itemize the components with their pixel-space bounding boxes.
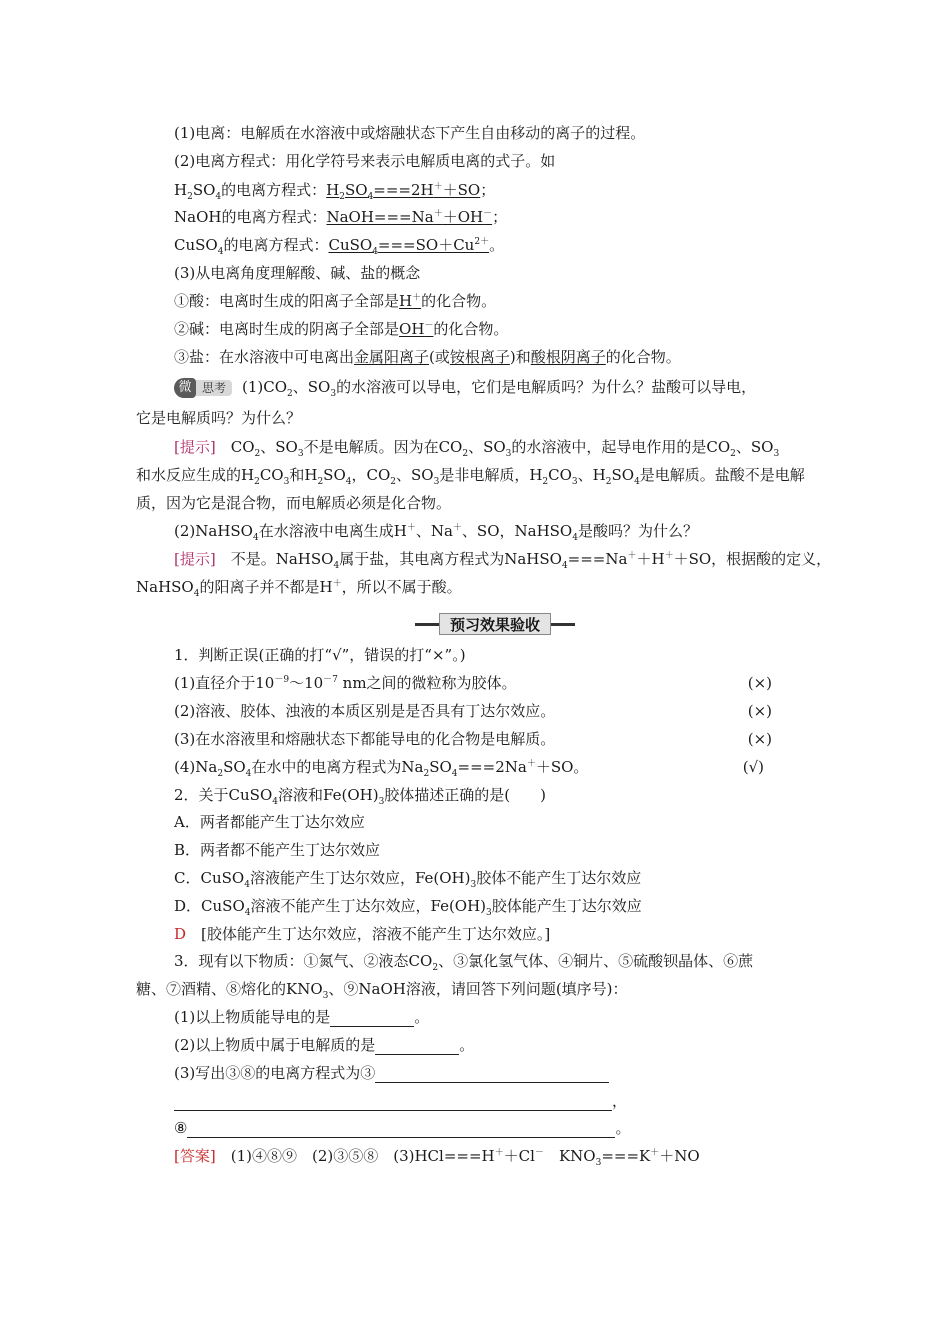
q2-answer-letter: D [174,925,187,943]
q3-answer: [答案] (1)④⑧⑨ (2)③⑤⑧ (3)HCl===H＋＋Cl－ $KNO_3===K^++NO$ [174,1147,700,1168]
think-question-1: 微 思考 $(1)CO_2$、$SO_3$的水溶液可以导电，它们是电解质吗？为什么？盐酸可以导电， [174,377,756,398]
think-badge-label: 思考 [196,380,232,396]
think-badge-icon: 微 [174,378,196,398]
q2-option-b: B．两者都不能产生丁达尔效应 [174,841,381,859]
q1-item-3-mark: (×) [747,730,772,748]
base-definition: ②碱：电离时生成的阴离子全部是OH－的化合物。 [174,320,509,338]
q2-answer: D [胶体能产生丁达尔效应，溶液不能产生丁达尔效应。] [174,925,551,943]
q1-item-2: (2)溶液、胶体、浊液的本质区别是是否具有丁达尔效应。 [174,702,556,720]
salt-definition: ③盐：在水溶液中可电离出金属阳离子(或铵根离子)和酸根阴离子的化合物。 [174,348,681,366]
q1-item-4-mark: (√) [742,758,764,776]
q1-item-2-mark: (×) [747,702,772,720]
q3-part-3-cont: ， [174,1091,627,1111]
cuso4-answer: $CuSO_4===SO+Cu^{2+}$ [328,236,490,257]
q3-part-2-blank[interactable] [375,1038,459,1055]
q2-stem: 2．关于CuSO$_4$溶液和$Fe(OH)_3$胶体描述正确的是( ) [174,786,547,807]
cuso4-equation: CuSO$_4$的电离方程式：$CuSO_4===SO+Cu^{2+}$。 [174,236,505,257]
q1-item-4: $(4)Na_2SO_4$在水中的电离方程式为$Na_2SO_4===2Na^++SO$。 [174,758,589,779]
section-header [415,613,575,635]
salt-answer-metal: 金属阳离子 [354,348,430,366]
q3-stem-line-1: 3．现有以下物质：①氮气、②液态$CO_2$、③氯化氢气体、④铜片、⑤硫酸钡晶体、⑥蔗 [174,952,754,973]
q3-part-3-blank-a[interactable] [375,1066,609,1083]
think-question-1-cont: 它是电解质吗？为什么？ [136,409,302,427]
answer-label: [答案] [174,1147,216,1165]
tip-label: [提示] [174,550,216,568]
q2-option-a: A．两者都能产生丁达尔效应 [174,813,365,831]
acid-base-salt-heading: (3)从电离角度理解酸、碱、盐的概念 [174,264,421,282]
tip-2-line-1: [提示] 不是。NaHSO$_4$属于盐，其电离方程式为NaHSO$_4$===Na＋＋H＋＋SO，根据酸的定义， [174,550,832,571]
q3-part-1-blank[interactable] [330,1010,414,1027]
tip-1-line-1: [提示] $CO_2$、$SO_3$不是电解质。因为在$CO_2$、$SO_3$的水溶液中，起导电作用的是$CO_2$、$SO_3$ [174,438,780,459]
q3-part-3-blank-c[interactable] [187,1121,615,1138]
tip-1-line-2: 和水反应生成的$H_2CO_3$和$H_2SO_4$，$CO_2$、$SO_3$是非电解质，$H_2CO_3$、$H_2SO_4$是电解质。盐酸不是电解 [136,466,805,487]
h2so4-answer: $H_2SO_4===2H^++SO$ [326,181,481,202]
base-answer: OH－ [399,320,434,338]
naoh-answer: NaOH===Na＋＋OH－ [326,208,493,226]
h2so4-equation: $H_2SO_4$的电离方程式：$H_2SO_4===2H^++SO$； [174,181,496,202]
tip-label: [提示] [174,438,216,456]
q3-part-3-blank-b[interactable] [174,1094,612,1111]
tip-2-line-2: NaHSO$_4$的阳离子并不都是H＋，所以不属于酸。 [136,578,462,599]
q3-part-2: (2)以上物质中属于电解质的是 。 [174,1036,475,1054]
naoh-equation: NaOH的电离方程式：NaOH===Na＋＋OH－； [174,208,508,226]
acid-answer: H＋ [399,292,422,310]
q1-item-1-mark: (×) [747,674,772,692]
q3-part-1: (1)以上物质能导电的是 。 [174,1008,430,1026]
q3-stem-line-2: 糖、⑦酒精、⑧熔化的$KNO_3$、⑨NaOH溶液，请回答下列问题(填序号)： [136,980,628,1001]
section-title: 预习效果验收 [439,613,551,635]
q1-item-3: (3)在水溶液里和熔融状态下都能导电的化合物是电解质。 [174,730,556,748]
salt-answer-acid-radical: 酸根阴离子 [530,348,606,366]
q1-stem: 1．判断正误(正确的打“√”，错误的打“×”。) [174,646,466,664]
q2-option-d: D．CuSO$_4$溶液不能产生丁达尔效应，$Fe(OH)_3$胶体能产生丁达尔效应 [174,897,642,918]
q2-option-c: C．CuSO$_4$溶液能产生丁达尔效应，$Fe(OH)_3$胶体不能产生丁达尔效应 [174,869,642,890]
q3-part-3: (3)写出③⑧的电离方程式为③ [174,1063,609,1083]
q1-item-1: (1)直径介于$10^{-9}\sim 10^{-7}$ nm之间的微粒称为胶体。 [174,674,517,692]
acid-definition: ①酸：电离时生成的阳离子全部是H＋的化合物。 [174,292,497,310]
think-badge [174,378,232,398]
ionization-definition: (1)电离：电解质在水溶液中或熔融状态下产生自由移动的离子的过程。 [174,124,646,142]
ionization-equation-intro: (2)电离方程式：用化学符号来表示电解质电离的式子。如 [174,152,556,170]
salt-answer-ammonium: 铵根离子 [449,348,510,366]
think-question-2: (2)NaHSO$_4$在水溶液中电离生成H＋、Na＋、SO，NaHSO$_4$是酸吗？为什么？ [174,522,698,543]
q3-part-3-item-8: ⑧ 。 [174,1119,631,1137]
section-header-rule-right [551,623,575,626]
section-header-rule-left [415,623,439,626]
tip-1-line-3: 质，因为它是混合物，而电解质必须是化合物。 [136,494,452,512]
